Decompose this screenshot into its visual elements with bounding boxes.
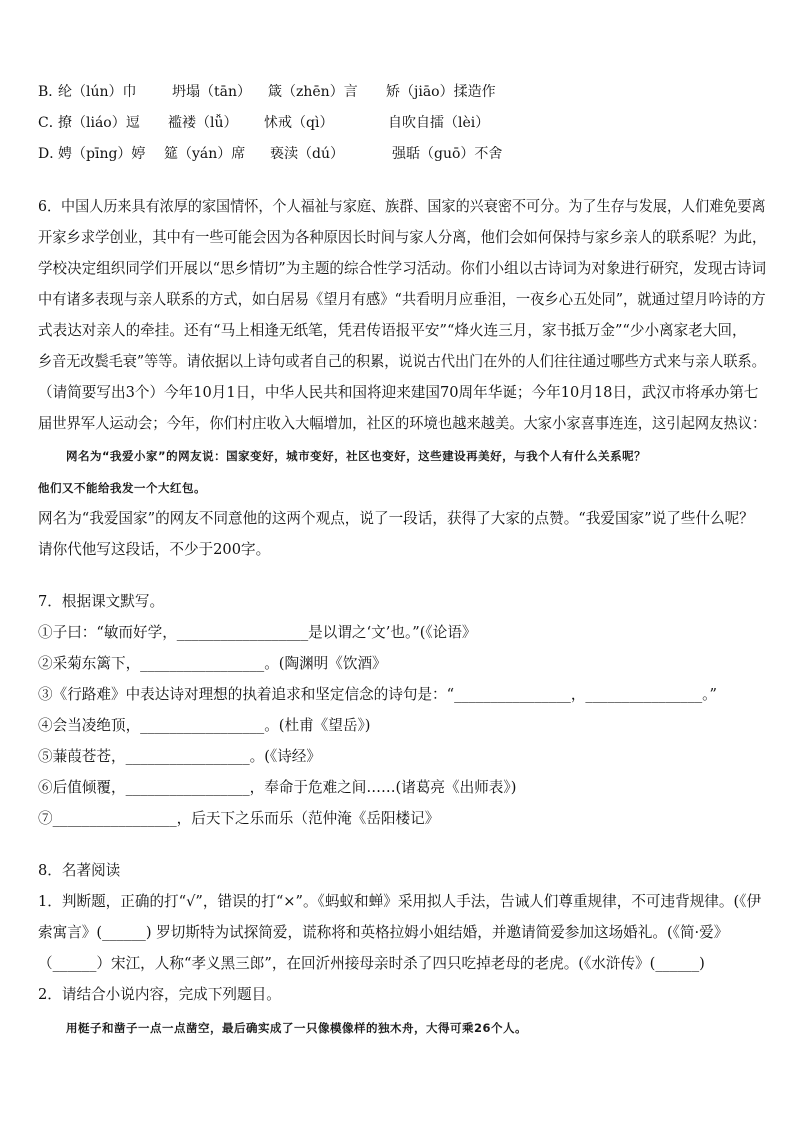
q6-line-8: 届世界军人运动会；今年，你们村庄收入大幅增加，社区的环境也越来越美。大家小家喜事连连，这引起网友热议：	[38, 415, 767, 432]
q7-line-5: ⑤蒹葭苍苍，_________________。(《诗经》	[38, 748, 321, 765]
q7-line-1: ①子曰：“敏而好学，__________________是以谓之‘文’也。”(《论语》	[38, 624, 477, 641]
q8-title: 8．名著阅读	[38, 862, 121, 879]
option-b-item-1: 纶（lún）巾	[58, 84, 137, 100]
option-c-item-3: 怵戒（qì）	[264, 115, 334, 131]
q6-line-3: 学校决定组织同学们开展以“思乡情切”为主题的综合性学习活动。你们小组以古诗词为对象进行研究，发现古诗词	[38, 260, 767, 277]
q6-line-7: （请简要写出3个）今年10月1日，中华人民共和国将迎来建国70周年华诞；今年10月18日，武汉市将承办第七	[38, 384, 759, 401]
q7-title: 7．根据课文默写。	[38, 593, 165, 610]
option-c-item-2: 褴褛（lǚ）	[168, 115, 238, 131]
q6-line-5: 式表达对亲人的牵挂。还有“马上相逢无纸笔，凭君传语报平安”“烽火连三月，家书抵万金”“少小离家老大回，	[38, 322, 747, 339]
q7-line-4: ④会当凌绝顶，_________________。(杜甫《望岳》)	[38, 717, 371, 734]
option-d-item-4: 强聒（guō）不舍	[392, 146, 503, 162]
q6-line-2: 开家乡求学创业，其中有一些可能会因为各种原因长时间与家人分离，他们会如何保持与家乡亲人的联系呢？为此，	[38, 229, 767, 246]
q7-line-7: ⑦_________________，后天下之乐而乐（范仲淹《岳阳楼记》	[38, 810, 440, 827]
q8-quote: 用梃子和凿子一点一点凿空，最后确实成了一只像模像样的独木舟，大得可乘26个人。	[66, 1021, 527, 1035]
option-d-item-1: 娉（pīng）婷	[58, 146, 146, 162]
option-c-item-4: 自吹自擂（lèi）	[388, 115, 490, 131]
option-c-label: C．	[38, 115, 63, 131]
option-b-label: B．	[38, 84, 63, 100]
q8-line-1: 1．判断题，正确的打“√”，错误的打“×”。《蚂蚁和蝉》采用拟人手法，告诫人们尊重规律，不可违背规律。(《伊	[38, 893, 762, 910]
q7-line-3: ③《行路难》中表达诗对理想的执着追求和坚定信念的诗句是：“________________，________________。”	[38, 686, 717, 703]
q8-line-3: （______）宋江，人称“孝义黑三郎”，在回沂州接母亲时杀了四只吃掉老母的老虎。(《水浒传》(______)	[38, 955, 705, 972]
q6-line-6: 乡音无改鬓毛衰”等等。请依据以上诗句或者自己的积累，说说古代出门在外的人们往往通过哪些方式来与亲人联系。	[38, 353, 766, 370]
q6-quote-line-2: 他们又不能给我发一个大红包。	[38, 481, 206, 495]
q6-line-1: 6．中国人历来具有浓厚的家国情怀，个人福祉与家庭、族群、国家的兴衰密不可分。为了生存与发展，人们难免要离	[38, 198, 766, 215]
q7-line-2: ②采菊东篱下，_________________。(陶渊明《饮酒》	[38, 655, 387, 672]
q6-after-line-2: 请你代他写这段话，不少于200字。	[38, 541, 271, 558]
q8-line-2: 索寓言》(______) 罗切斯特为试探简爱，谎称将和英格拉姆小姐结婚，并邀请简爱参加这场婚礼。(《简·爱》	[38, 924, 729, 941]
option-d-label: D．	[38, 146, 64, 162]
option-b-item-4: 矫（jiāo）揉造作	[386, 84, 496, 100]
option-c-item-1: 撩（liáo）逗	[58, 115, 140, 131]
option-d-item-2: 筵（yán）席	[164, 146, 246, 162]
option-b-item-2: 坍塌（tān）	[172, 84, 251, 100]
option-d-item-3: 亵渎（dú）	[270, 146, 344, 162]
q6-quote-line-1: 网名为“我爱小家”的网友说：国家变好，城市变好，社区也变好，这些建设再美好，与我个人有什么关系呢？	[66, 449, 647, 463]
option-b-item-3: 箴（zhēn）言	[268, 84, 358, 100]
q7-line-6: ⑥后值倾覆，_________________，奉命于危难之间……(诸葛亮《出师表》)	[38, 779, 517, 796]
q6-after-line-1: 网名为“我爱国家”的网友不同意他的这两个观点，说了一段话，获得了大家的点赞。“我爱国家”说了些什么呢？	[38, 510, 754, 527]
q6-line-4: 中有诸多表现与亲人联系的方式，如白居易《望月有感》“共看明月应垂泪，一夜乡心五处同”，就通过望月吟诗的方	[38, 291, 766, 308]
q8-line-4: 2．请结合小说内容，完成下列题目。	[38, 986, 281, 1003]
